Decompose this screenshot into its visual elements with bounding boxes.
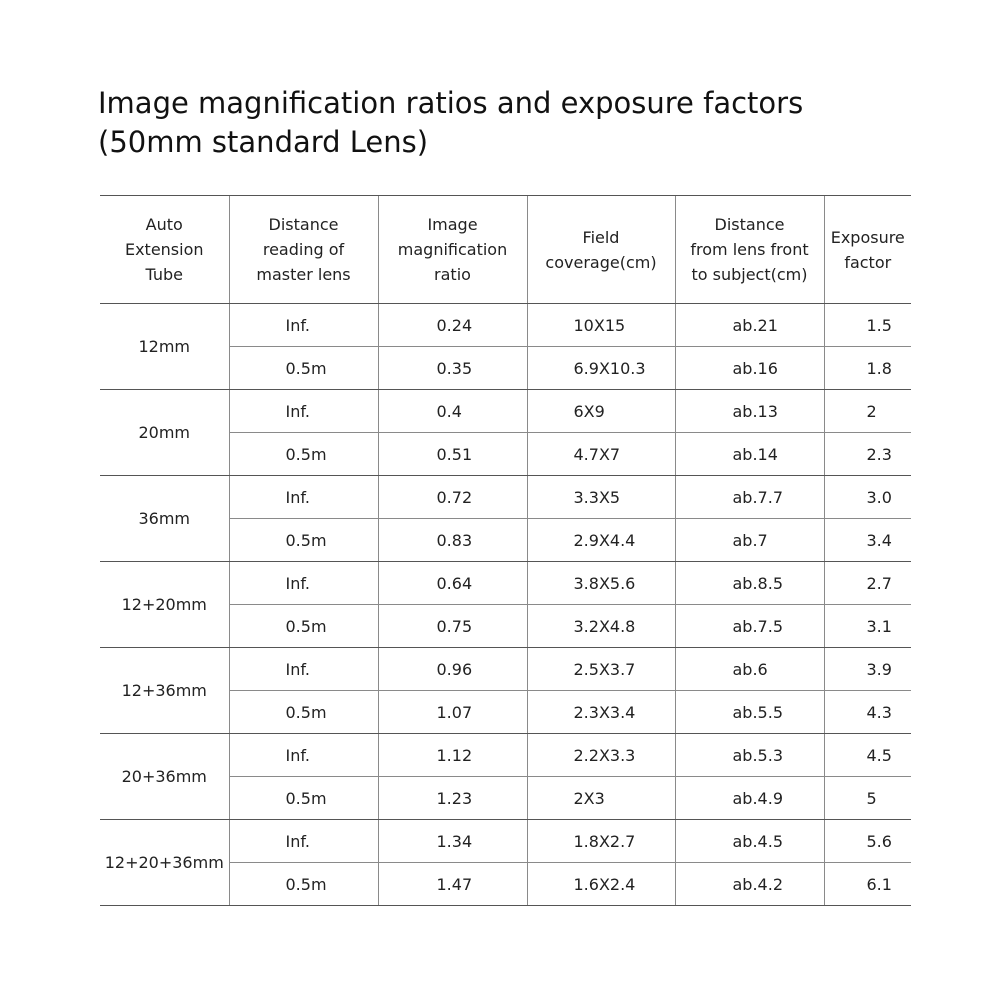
header-text-line: Distance bbox=[268, 215, 339, 234]
cell-exposure-factor: 4.3 bbox=[824, 691, 911, 734]
header-text-line: Extension bbox=[124, 240, 204, 259]
cell-distance-to-subject: ab.6 bbox=[675, 648, 824, 691]
cell-exposure-factor: 3.1 bbox=[824, 605, 911, 648]
cell-exposure-factor: 3.9 bbox=[824, 648, 911, 691]
header-text-line: factor bbox=[844, 252, 892, 272]
magnification-table bbox=[100, 195, 911, 906]
cell-distance-reading: 0.5m bbox=[229, 777, 378, 820]
cell-distance-reading: 0.5m bbox=[229, 433, 378, 476]
cell-magnification-ratio: 0.24 bbox=[378, 304, 527, 347]
cell-distance-reading: Inf. bbox=[229, 562, 378, 605]
cell-extension-tube: 20+36mm bbox=[100, 734, 229, 820]
cell-field-coverage: 4.7X7 bbox=[527, 433, 675, 476]
cell-distance-reading: 0.5m bbox=[229, 691, 378, 734]
cell-distance-reading: Inf. bbox=[229, 734, 378, 777]
cell-field-coverage: 3.3X5 bbox=[527, 476, 675, 519]
cell-field-coverage: 6X9 bbox=[527, 390, 675, 433]
cell-distance-to-subject: ab.16 bbox=[675, 347, 824, 390]
header-field-coverage bbox=[527, 196, 675, 304]
cell-magnification-ratio: 0.72 bbox=[378, 476, 527, 519]
cell-field-coverage: 2.5X3.7 bbox=[527, 648, 675, 691]
cell-magnification-ratio: 0.35 bbox=[378, 347, 527, 390]
cell-magnification-ratio: 0.4 bbox=[378, 390, 527, 433]
cell-extension-tube: 36mm bbox=[100, 476, 229, 562]
header-text-line: ratio bbox=[434, 265, 471, 284]
cell-field-coverage: 2.3X3.4 bbox=[527, 691, 675, 734]
cell-exposure-factor: 4.5 bbox=[824, 734, 911, 777]
cell-exposure-factor: 2 bbox=[824, 390, 911, 433]
cell-field-coverage: 2X3 bbox=[527, 777, 675, 820]
table-row bbox=[100, 820, 911, 863]
cell-extension-tube: 20mm bbox=[100, 390, 229, 476]
table-row bbox=[100, 648, 911, 691]
header-text-line: Tube bbox=[145, 265, 183, 284]
cell-distance-to-subject: ab.21 bbox=[675, 304, 824, 347]
cell-magnification-ratio: 0.51 bbox=[378, 433, 527, 476]
cell-exposure-factor: 5 bbox=[824, 777, 911, 820]
cell-field-coverage: 2.9X4.4 bbox=[527, 519, 675, 562]
cell-distance-reading: Inf. bbox=[229, 648, 378, 691]
header-exposure-factor bbox=[824, 196, 911, 304]
cell-distance-to-subject: ab.13 bbox=[675, 390, 824, 433]
cell-exposure-factor: 3.4 bbox=[824, 519, 911, 562]
header-text-line: from lens front bbox=[690, 240, 809, 259]
cell-distance-to-subject: ab.7 bbox=[675, 519, 824, 562]
cell-distance-reading: Inf. bbox=[229, 390, 378, 433]
cell-magnification-ratio: 1.34 bbox=[378, 820, 527, 863]
title-line-1: Image magnification ratios and exposure factors bbox=[98, 86, 804, 120]
header-text-line: master lens bbox=[256, 265, 351, 284]
header-text-line: coverage(cm) bbox=[545, 252, 657, 272]
header-text-line: magnification bbox=[397, 240, 508, 259]
cell-extension-tube: 12+36mm bbox=[100, 648, 229, 734]
header-magnification-ratio bbox=[378, 196, 527, 304]
header-text-line: Image bbox=[427, 215, 478, 234]
cell-distance-to-subject: ab.7.5 bbox=[675, 605, 824, 648]
table-row bbox=[100, 734, 911, 777]
cell-extension-tube: 12mm bbox=[100, 304, 229, 390]
header-text-line: Distance bbox=[714, 215, 785, 234]
cell-field-coverage: 1.8X2.7 bbox=[527, 820, 675, 863]
cell-field-coverage: 2.2X3.3 bbox=[527, 734, 675, 777]
cell-magnification-ratio: 0.96 bbox=[378, 648, 527, 691]
cell-field-coverage: 1.6X2.4 bbox=[527, 863, 675, 906]
cell-distance-reading: 0.5m bbox=[229, 605, 378, 648]
table-row bbox=[100, 304, 911, 347]
cell-field-coverage: 3.8X5.6 bbox=[527, 562, 675, 605]
cell-distance-reading: 0.5m bbox=[229, 347, 378, 390]
cell-distance-to-subject: ab.4.2 bbox=[675, 863, 824, 906]
cell-distance-to-subject: ab.14 bbox=[675, 433, 824, 476]
cell-magnification-ratio: 0.83 bbox=[378, 519, 527, 562]
cell-exposure-factor: 6.1 bbox=[824, 863, 911, 906]
table-row bbox=[100, 476, 911, 519]
cell-extension-tube: 12+20mm bbox=[100, 562, 229, 648]
cell-field-coverage: 10X15 bbox=[527, 304, 675, 347]
header-distance-to-subject bbox=[675, 196, 824, 304]
header-text-line: to subject(cm) bbox=[691, 265, 808, 284]
cell-distance-reading: 0.5m bbox=[229, 863, 378, 906]
cell-distance-to-subject: ab.4.9 bbox=[675, 777, 824, 820]
cell-magnification-ratio: 0.64 bbox=[378, 562, 527, 605]
cell-distance-to-subject: ab.7.7 bbox=[675, 476, 824, 519]
table-row bbox=[100, 562, 911, 605]
cell-magnification-ratio: 1.23 bbox=[378, 777, 527, 820]
cell-field-coverage: 6.9X10.3 bbox=[527, 347, 675, 390]
cell-distance-reading: Inf. bbox=[229, 304, 378, 347]
header-text-line: reading of bbox=[262, 240, 345, 259]
header-text-line: Exposure bbox=[830, 227, 905, 247]
cell-extension-tube: 12+20+36mm bbox=[100, 820, 229, 906]
cell-exposure-factor: 3.0 bbox=[824, 476, 911, 519]
cell-distance-to-subject: ab.4.5 bbox=[675, 820, 824, 863]
cell-magnification-ratio: 0.75 bbox=[378, 605, 527, 648]
page-title bbox=[98, 84, 918, 162]
title-line-2: (50mm standard Lens) bbox=[98, 125, 429, 159]
cell-magnification-ratio: 1.47 bbox=[378, 863, 527, 906]
table-header bbox=[100, 196, 911, 304]
cell-exposure-factor: 1.8 bbox=[824, 347, 911, 390]
cell-exposure-factor: 2.7 bbox=[824, 562, 911, 605]
cell-magnification-ratio: 1.12 bbox=[378, 734, 527, 777]
table-row bbox=[100, 390, 911, 433]
cell-distance-to-subject: ab.8.5 bbox=[675, 562, 824, 605]
cell-distance-to-subject: ab.5.3 bbox=[675, 734, 824, 777]
cell-exposure-factor: 5.6 bbox=[824, 820, 911, 863]
header-text-line: Auto bbox=[145, 215, 183, 234]
cell-exposure-factor: 1.5 bbox=[824, 304, 911, 347]
header-row bbox=[100, 196, 911, 304]
cell-exposure-factor: 2.3 bbox=[824, 433, 911, 476]
cell-distance-reading: Inf. bbox=[229, 476, 378, 519]
cell-magnification-ratio: 1.07 bbox=[378, 691, 527, 734]
header-auto-extension-tube bbox=[100, 196, 229, 304]
cell-field-coverage: 3.2X4.8 bbox=[527, 605, 675, 648]
cell-distance-reading: Inf. bbox=[229, 820, 378, 863]
table-body bbox=[100, 304, 911, 906]
cell-distance-to-subject: ab.5.5 bbox=[675, 691, 824, 734]
header-distance-reading bbox=[229, 196, 378, 304]
header-text-line: Field bbox=[582, 227, 620, 247]
cell-distance-reading: 0.5m bbox=[229, 519, 378, 562]
